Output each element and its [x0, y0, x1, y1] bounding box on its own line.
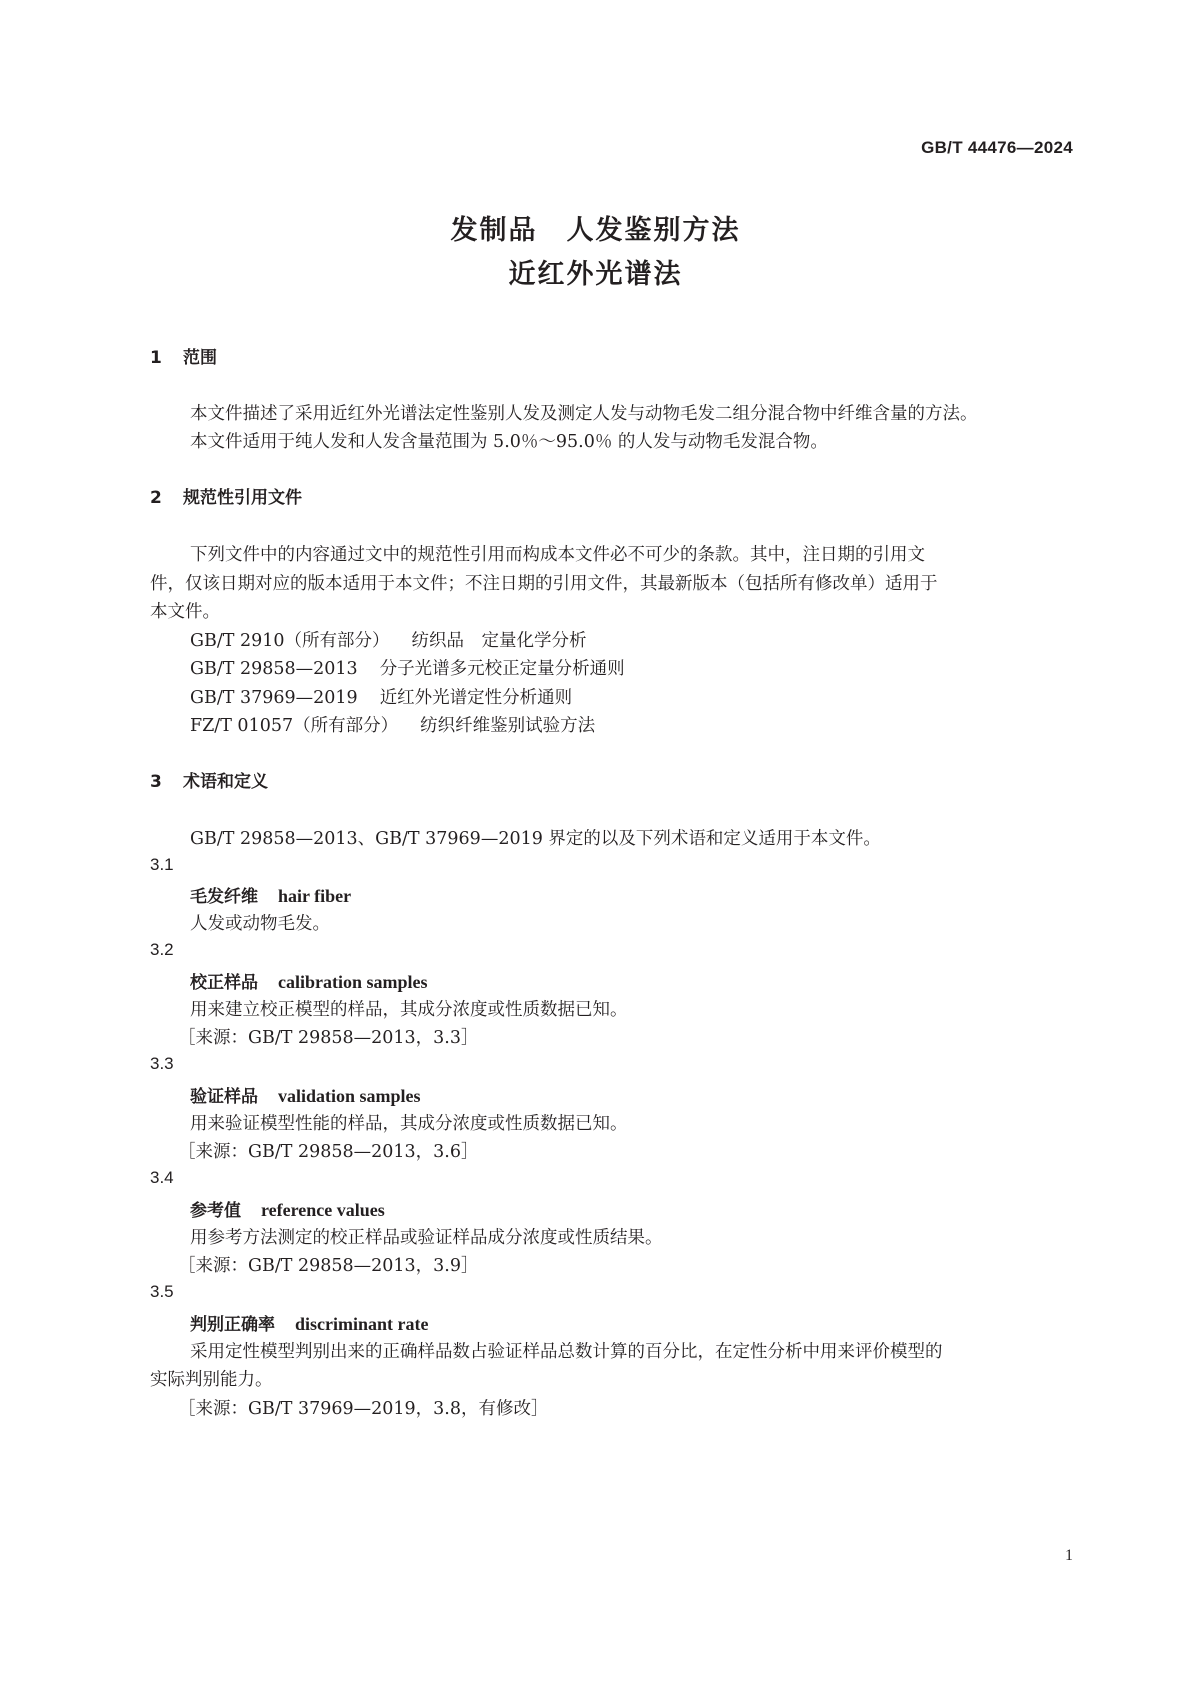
term-number: 3.2: [150, 940, 174, 959]
term-definition: 用来验证模型性能的样品，其成分浓度或性质数据已知。: [190, 1114, 628, 1134]
reference-title: 纺织品 定量化学分析: [411, 631, 587, 651]
normative-reference: [190, 627, 587, 652]
term-heading: [190, 882, 351, 907]
term-english: discriminant rate: [295, 1314, 429, 1334]
term-definition: 用参考方法测定的校正样品或验证样品成分浓度或性质结果。: [190, 1228, 663, 1248]
paragraph-line: 本文件。: [150, 602, 220, 622]
page-number: 1: [1065, 1547, 1073, 1564]
reference-code: GB/T 2910（所有部分）: [190, 631, 390, 651]
term-english: calibration samples: [278, 972, 428, 992]
term-number: 3.3: [150, 1054, 174, 1073]
term-source: ［来源：GB/T 37969—2019，3.8，有修改］: [178, 1399, 549, 1419]
reference-title: 近红外光谱定性分析通则: [379, 688, 573, 708]
term-definition: 用来建立校正模型的样品，其成分浓度或性质数据已知。: [190, 1000, 628, 1020]
paragraph: 本文件描述了采用近红外光谱法定性鉴别人发及测定人发与动物毛发二组分混合物中纤维含量的方法。: [190, 404, 978, 424]
term-heading: [190, 1082, 421, 1107]
section-title: 规范性引用文件: [183, 488, 302, 508]
term-chinese: 判别正确率: [190, 1315, 275, 1335]
term-definition-line: 实际判别能力。: [150, 1370, 273, 1390]
term-chinese: 参考值: [190, 1201, 241, 1221]
paragraph: 本文件适用于纯人发和人发含量范围为 5.0％～95.0％ 的人发与动物毛发混合物。: [190, 432, 828, 452]
term-heading: [190, 1196, 385, 1221]
term-number: 3.1: [150, 855, 174, 874]
section-title: 范围: [183, 348, 217, 368]
term-chinese: 校正样品: [190, 973, 258, 993]
term-source: ［来源：GB/T 29858—2013，3.6］: [178, 1142, 479, 1162]
term-chinese: 验证样品: [190, 1087, 258, 1107]
paragraph: GB/T 29858—2013、GB/T 37969—2019 界定的以及下列术语和定义适用于本文件。: [190, 829, 881, 849]
reference-code: GB/T 37969—2019: [190, 688, 358, 708]
term-definition: 人发或动物毛发。: [190, 914, 330, 934]
reference-title: 分子光谱多元校正定量分析通则: [379, 659, 625, 679]
section-number: 2: [150, 488, 162, 508]
section-1-heading: [150, 343, 217, 368]
term-number: 3.4: [150, 1168, 174, 1187]
term-english: reference values: [261, 1200, 385, 1220]
reference-title: 纺织纤维鉴别试验方法: [420, 716, 596, 736]
term-source: ［来源：GB/T 29858—2013，3.9］: [178, 1256, 479, 1276]
term-heading: [190, 968, 428, 993]
section-title: 术语和定义: [183, 772, 268, 792]
section-3-heading: [150, 767, 268, 792]
normative-reference: [190, 655, 625, 680]
term-english: validation samples: [278, 1086, 421, 1106]
normative-reference: [190, 712, 595, 737]
normative-reference: [190, 684, 572, 709]
section-number: 3: [150, 772, 162, 792]
standard-number: GB/T 44476—2024: [921, 138, 1073, 157]
term-number: 3.5: [150, 1282, 174, 1301]
reference-code: FZ/T 01057（所有部分）: [190, 716, 399, 736]
term-definition-line: 采用定性模型判别出来的正确样品数占验证样品总数计算的百分比，在定性分析中用来评价模型的: [190, 1342, 943, 1362]
document-subtitle: 近红外光谱法: [508, 259, 683, 290]
document-title: 发制品 人发鉴别方法: [450, 215, 741, 246]
term-heading: [190, 1310, 428, 1335]
section-2-heading: [150, 483, 302, 508]
term-source: ［来源：GB/T 29858—2013，3.3］: [178, 1028, 479, 1048]
paragraph-line: 下列文件中的内容通过文中的规范性引用而构成本文件必不可少的条款。其中，注日期的引用文: [190, 545, 925, 565]
term-chinese: 毛发纤维: [190, 887, 258, 907]
reference-code: GB/T 29858—2013: [190, 659, 358, 679]
paragraph-line: 件，仅该日期对应的版本适用于本文件；不注日期的引用文件，其最新版本（包括所有修改单）适用于: [150, 574, 938, 594]
term-english: hair fiber: [278, 886, 352, 906]
section-number: 1: [150, 348, 162, 368]
